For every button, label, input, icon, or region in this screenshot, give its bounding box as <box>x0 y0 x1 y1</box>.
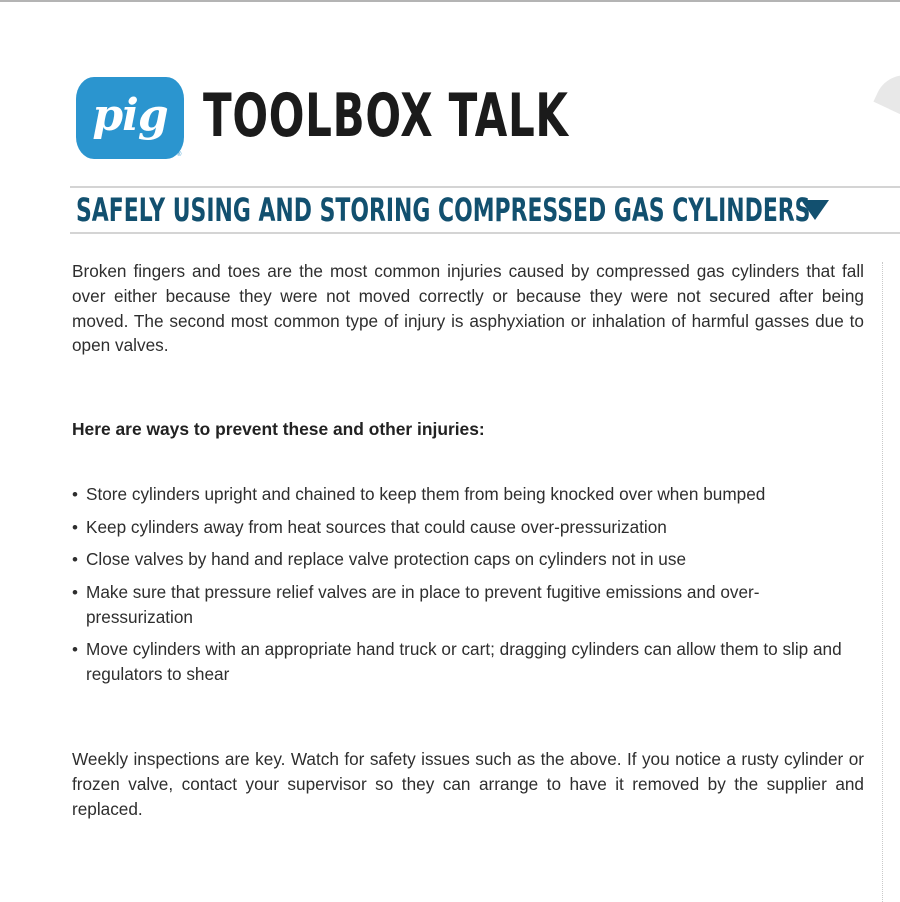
prevention-list <box>72 482 882 695</box>
bullet-icon: • <box>72 640 78 659</box>
divider-bottom <box>70 232 900 234</box>
bullet-icon: • <box>72 550 78 569</box>
top-border <box>0 0 900 2</box>
divider-top <box>70 186 900 188</box>
closing-paragraph: Weekly inspections are key. Watch for safety issues such as the above. If you notice a rusty cylinder or frozen valve, contact your supervisor so they can arrange to have it removed by the supplier and replaced. <box>72 749 864 819</box>
prevention-subheading: Here are ways to prevent these and other injuries: <box>72 419 485 439</box>
list-item <box>72 515 882 540</box>
list-item-text: Store cylinders upright and chained to keep them from being knocked over when bumped <box>86 484 766 504</box>
decorative-corner-shape <box>873 65 900 118</box>
list-item <box>72 637 876 687</box>
list-item-text: Move cylinders with an appropriate hand truck or cart; dragging cylinders can allow them to slip and regulators to shear <box>86 639 842 684</box>
section-heading: SAFELY USING AND STORING COMPRESSED GAS CYLINDERS <box>76 191 811 229</box>
page-title: TOOLBOX TALK <box>203 81 569 151</box>
list-item <box>72 580 786 630</box>
list-item-text: Close valves by hand and replace valve protection caps on cylinders not in use <box>86 549 687 569</box>
intro-paragraph: Broken fingers and toes are the most common injuries caused by compressed gas cylinders that fall over either because they were not moved correctly or because they were not secured after being moved. The second most common type of injury is asphyxiation or inhalation of harmful gasses due to open valves. <box>72 261 864 356</box>
list-item-text: Keep cylinders away from heat sources that could cause over-pressurization <box>86 516 667 537</box>
bullet-icon: • <box>72 517 78 537</box>
list-item <box>72 547 882 572</box>
pig-logo <box>76 77 184 159</box>
logo-text: pig <box>92 89 168 141</box>
list-item-text: Make sure that pressure relief valves are in place to prevent fugitive emissions and over-pressurization <box>86 581 760 627</box>
registered-mark: ® <box>177 152 182 158</box>
dotted-margin-line <box>882 262 883 902</box>
list-item <box>72 482 882 507</box>
bullet-icon: • <box>72 582 78 602</box>
bullet-icon: • <box>72 485 78 504</box>
triangle-down-icon <box>801 200 829 220</box>
